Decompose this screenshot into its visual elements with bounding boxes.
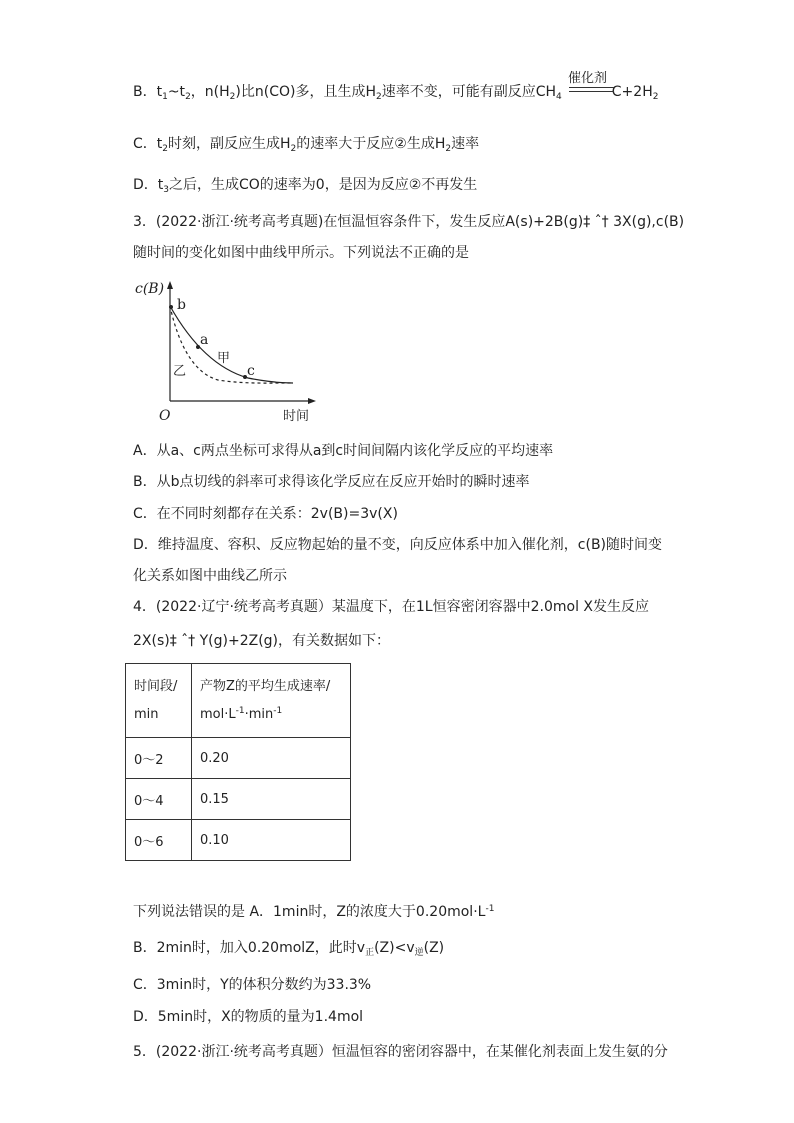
table-cell-rate: 0.10: [192, 820, 351, 861]
table-row: [126, 820, 351, 861]
table-cell-rate: 0.15: [192, 779, 351, 820]
superscript: -1: [273, 705, 283, 716]
option-d-text: 之后，生成CO的速率为0，是因为反应②不再发生: [169, 177, 478, 193]
option-d-text: D．t: [133, 177, 164, 193]
header-text: ·min: [244, 706, 274, 722]
table-cell-period: 0～2: [126, 738, 192, 779]
table-cell-period: 0～6: [126, 820, 192, 861]
y-axis-arrow: [167, 281, 173, 289]
point-a-label: a: [200, 332, 209, 348]
subscript: 正: [365, 948, 375, 958]
subscript: 2: [290, 144, 297, 154]
q3-option-b: B．从b点切线的斜率可求得该化学反应在反应开始时的瞬时速率: [133, 474, 530, 490]
header-text: 产物Z的平均生成速率/: [200, 678, 331, 694]
q4-option-b: [133, 938, 444, 958]
superscript: -1: [235, 705, 245, 716]
q4-option-c: C．3min时，Y的体积分数约为33.3%: [133, 977, 372, 993]
table-header-cell: [126, 664, 192, 738]
option-b-text: B．t: [133, 84, 163, 100]
subscript: 2: [185, 92, 191, 102]
option-b-text: ，n(H: [190, 84, 230, 100]
header-text: min: [134, 706, 159, 722]
q4-stem-line1: 4．(2022·辽宁·统考高考真题）某温度下，在1L恒容密闭容器中2.0mol X发生反应: [133, 599, 650, 615]
q3-option-d-line2: 化关系如图中曲线乙所示: [133, 568, 287, 584]
option-c-text: 的速率大于反应②生成H: [296, 136, 446, 152]
option-b-text: 速率不变，可能有副反应CH: [381, 84, 557, 100]
subscript: 2: [162, 144, 168, 154]
table-header-row: [126, 664, 351, 738]
table-row: [126, 779, 351, 820]
option-c-text: C．t: [133, 136, 163, 152]
q3-option-c: C．在不同时刻都存在关系：2v(B)=3v(X): [133, 506, 398, 522]
q4-option-b-text: B．2min时，加入0.20molZ，此时v: [133, 940, 366, 956]
q4-intro-and-option-a: [133, 902, 494, 922]
table-cell-rate: 0.20: [192, 738, 351, 779]
option-c-text: 速率: [451, 136, 480, 152]
subscript: 2: [445, 144, 452, 154]
curve-yi-label: 乙: [173, 364, 187, 379]
q4-intro-text: 下列说法错误的是 A．1min时，Z的浓度大于0.20mol·L: [133, 904, 486, 920]
header-text: 时间段/: [134, 678, 178, 694]
x-axis-arrow: [308, 398, 316, 404]
table-cell-period: 0～4: [126, 779, 192, 820]
subscript: 2: [376, 92, 382, 102]
option-c-line: [133, 134, 479, 154]
x-axis-label: 时间: [283, 409, 310, 424]
y-axis-label: c(B): [135, 281, 165, 297]
option-b-text: C+2H: [611, 84, 653, 100]
curve-jia: [170, 306, 293, 383]
q3-stem-line2: 随时间的变化如图中曲线甲所示。下列说法不正确的是: [133, 245, 469, 261]
option-b-text: ~t: [167, 84, 186, 100]
subscript: 3: [163, 185, 170, 195]
q3-option-d-line1: D．维持温度、容积、反应物起始的量不变，向反应体系中加入催化剂，c(B)随时间变: [133, 537, 663, 553]
q5-stem-line1: 5．(2022·浙江·统考高考真题）恒温恒容的密闭容器中，在某催化剂表面上发生氨的分: [133, 1044, 668, 1060]
superscript: -1: [485, 904, 495, 914]
q3-stem-line1: 3．(2022·浙江·统考高考真题)在恒温恒容条件下，发生反应A(s)+2B(g)‡ ˆ† 3X(g),c(B): [133, 214, 685, 230]
concentration-time-chart: [133, 278, 333, 428]
curve-jia-label: 甲: [217, 351, 231, 366]
header-text: mol·L: [200, 706, 236, 722]
point-b-label: b: [177, 297, 186, 313]
q4-option-b-text: (Z): [423, 940, 445, 956]
subscript: 4: [556, 92, 562, 102]
option-b-text: )比n(CO)多，且生成H: [235, 84, 376, 100]
subscript: 逆: [414, 948, 424, 958]
q4-option-b-text: (Z)<v: [374, 940, 415, 956]
equals-double-line: [569, 87, 614, 92]
q3-option-a: A．从a、c两点坐标可求得从a到c时间间隔内该化学反应的平均速率: [133, 443, 554, 459]
subscript: 2: [229, 92, 236, 102]
point-c-label: c: [247, 363, 255, 379]
q4-stem-line2: 2X(s)‡ ˆ† Y(g)+2Z(g)，有关数据如下：: [133, 633, 391, 649]
q4-option-d: D．5min时，X的物质的量为1.4mol: [133, 1009, 364, 1025]
rate-data-table: [125, 663, 351, 861]
subscript: 1: [162, 92, 168, 102]
catalyst-label: 催化剂: [568, 71, 608, 86]
subscript: 2: [652, 92, 659, 102]
origin-label: O: [159, 408, 171, 424]
option-d-line: [133, 175, 477, 195]
option-c-text: 时刻，副反应生成H: [168, 136, 291, 152]
table-header-cell: [192, 664, 351, 738]
point-b-marker: [169, 305, 173, 309]
table-row: [126, 738, 351, 779]
